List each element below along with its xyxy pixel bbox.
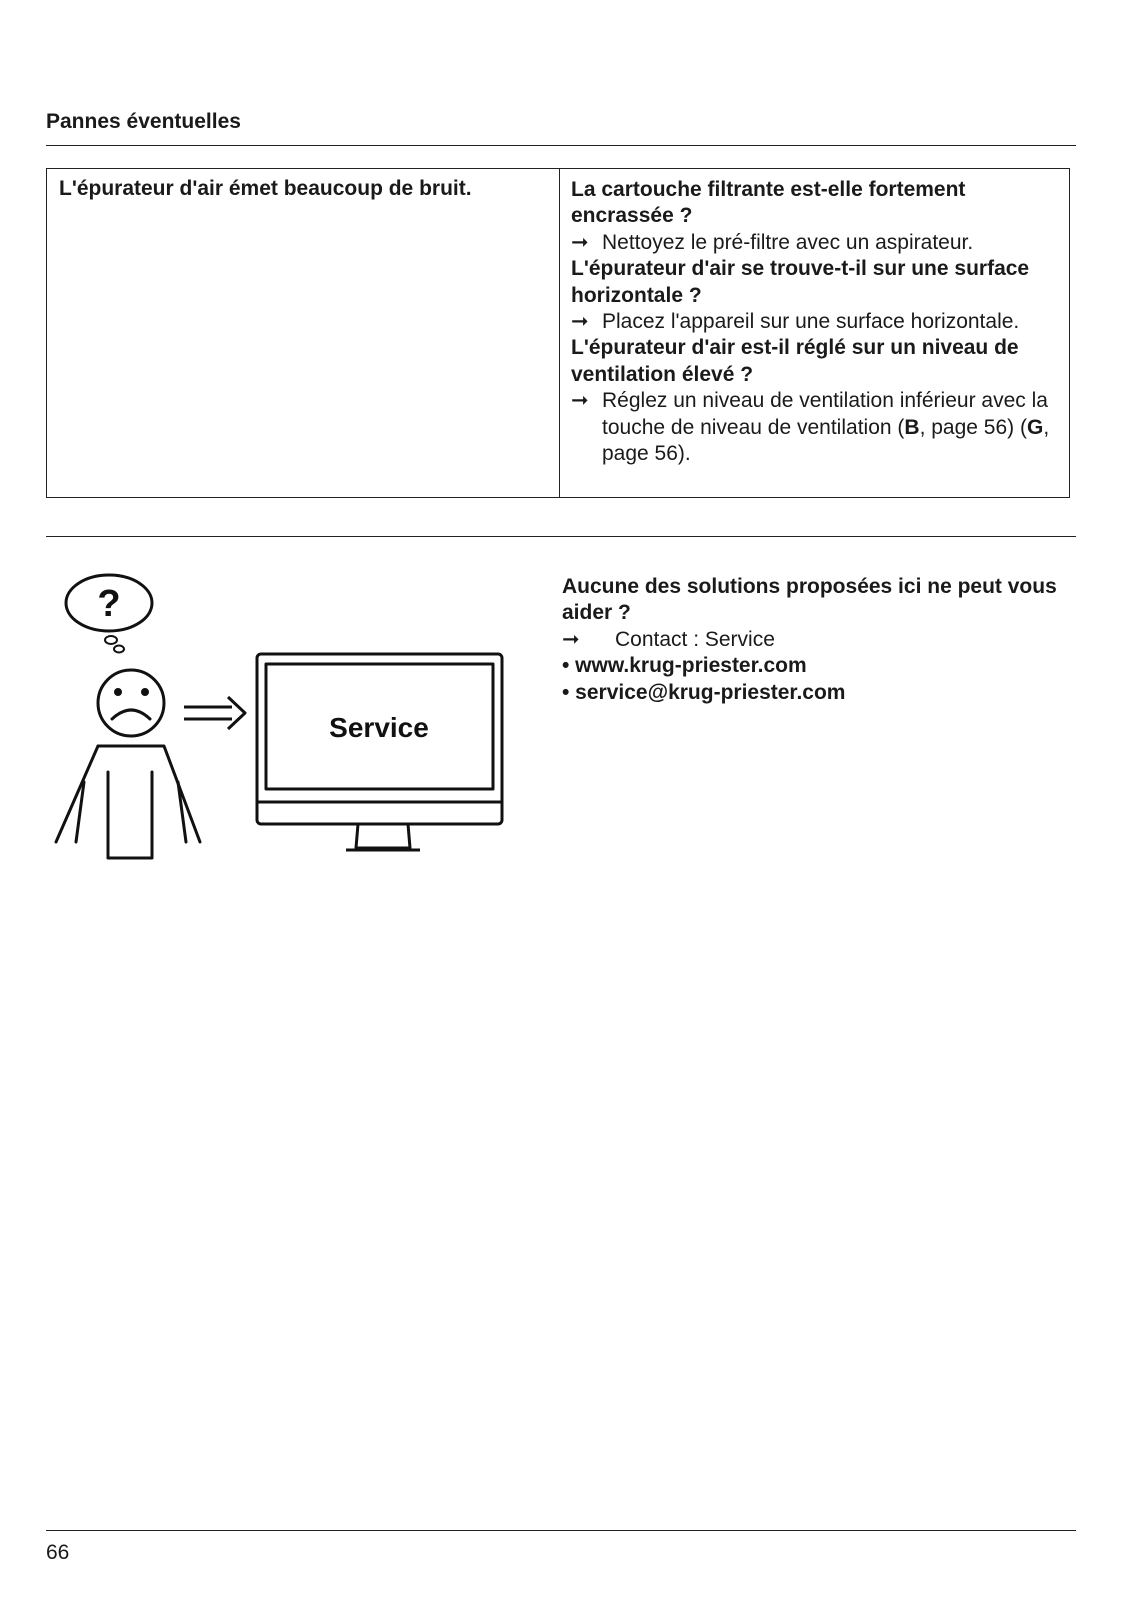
problem-cell: L'épurateur d'air émet beaucoup de bruit.: [59, 177, 472, 200]
service-illustration: [0, 560, 540, 880]
monitor-service-label: Service: [329, 712, 429, 743]
answer-3-mid: , page 56) (: [919, 415, 1027, 439]
answer-1-text: Nettoyez le pré-filtre avec un aspirateur.: [602, 230, 974, 254]
footer-rule: [46, 1530, 1076, 1531]
answer-1: [571, 230, 1063, 256]
question-2: L'épurateur d'air se trouve-t-il sur une surface horizontale ?: [571, 257, 1030, 307]
ref-b: B: [904, 415, 920, 439]
arrow-icon: ➞: [562, 627, 580, 651]
table-column-divider: [559, 169, 560, 497]
question-3: L'épurateur d'air est-il réglé sur un niveau de ventilation élevé ?: [571, 336, 1019, 386]
answer-3-end: , page 56).: [602, 415, 1050, 466]
service-contact: [562, 627, 1062, 653]
service-website: • www.krug-priester.com: [562, 654, 807, 678]
service-email: • service@krug-priester.com: [562, 680, 846, 704]
question-1: La cartouche filtrante est-elle fortement encrassée ?: [571, 178, 966, 228]
thought-question-mark: ?: [97, 583, 121, 625]
troubleshooting-table: [46, 168, 1070, 498]
sad-person-icon: [56, 670, 200, 858]
header-rule: [46, 145, 1076, 146]
service-block: [562, 574, 1062, 706]
monitor-icon: [257, 654, 502, 850]
answer-2-text: Placez l'appareil sur une surface horizontale.: [602, 310, 1020, 334]
double-arrow-icon: [184, 697, 245, 729]
page-number: 66: [46, 1541, 70, 1564]
answer-3: [571, 388, 1063, 467]
section-title: Pannes éventuelles: [46, 110, 241, 133]
section-rule: [46, 536, 1076, 537]
solutions-cell: [571, 177, 1063, 467]
arrow-icon: ➞: [571, 389, 589, 413]
service-question: Aucune des solutions proposées ici ne peut vous aider ?: [562, 575, 1057, 625]
answer-3-text: Réglez un niveau de ventilation inférieur avec la touche de niveau de ventilation (: [602, 389, 1048, 439]
answer-2: [571, 309, 1063, 335]
arrow-icon: ➞: [571, 310, 589, 334]
ref-g: G: [1026, 415, 1044, 439]
arrow-icon: ➞: [571, 230, 589, 254]
service-contact-text: Contact : Service: [615, 627, 775, 651]
